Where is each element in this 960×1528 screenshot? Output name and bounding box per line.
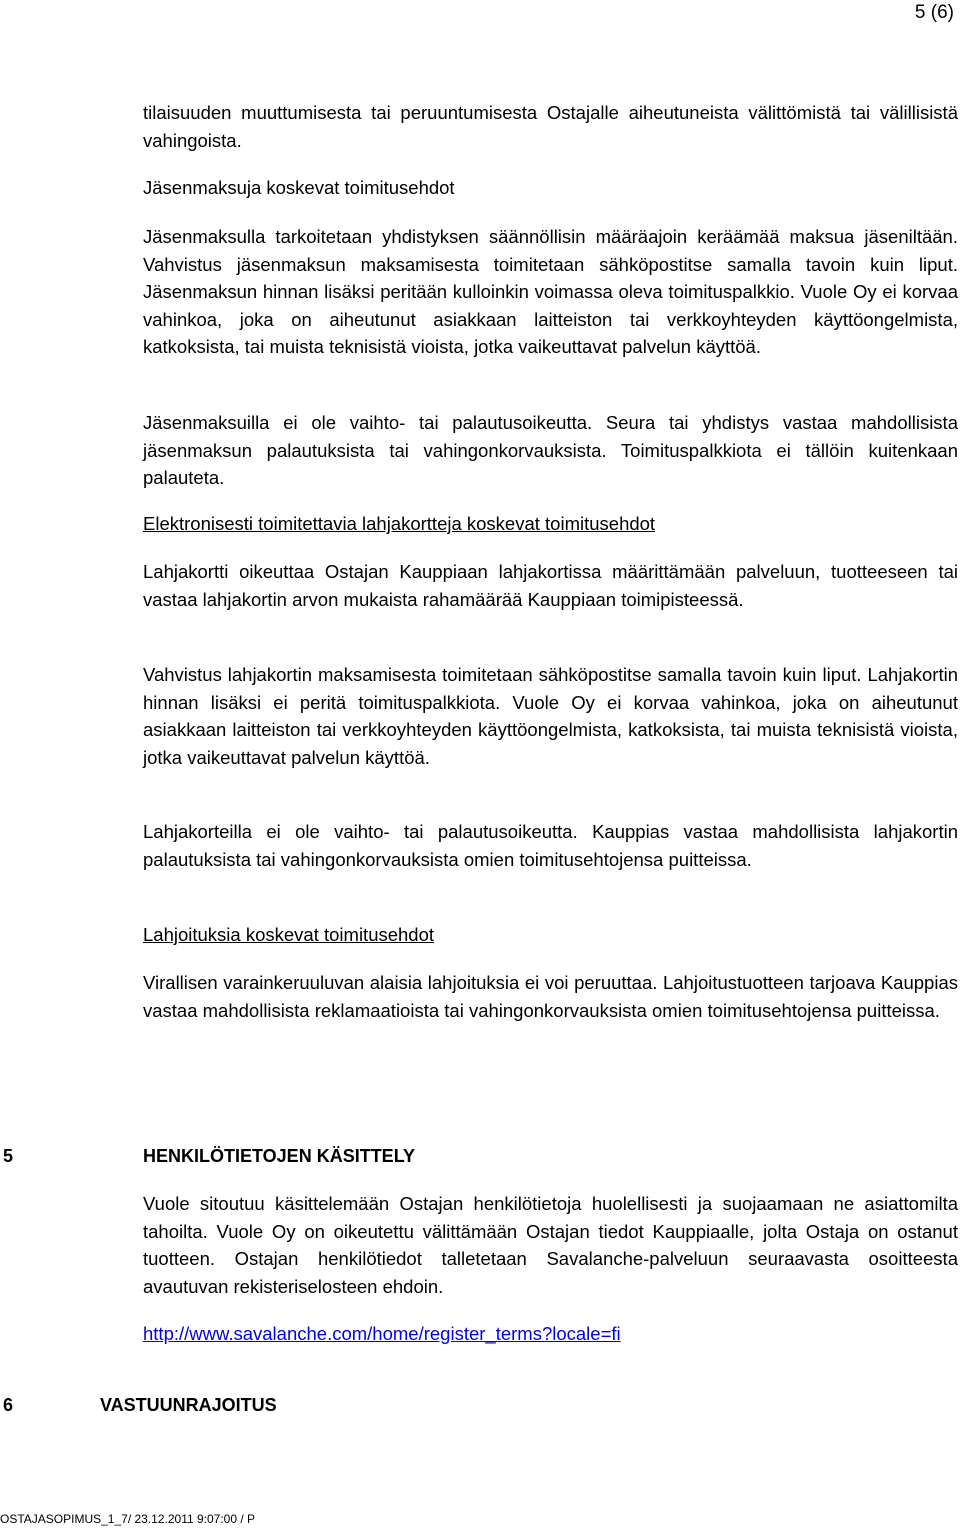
register-terms-link[interactable]: http://www.savalanche.com/home/register_terms?locale=fi (143, 1323, 621, 1344)
paragraph-gift-card-refunds: Lahjakorteilla ei ole vaihto- tai palautusoikeutta. Kauppias vastaa mahdollisista lahjakortin palautuksista tai vahingonkorvauksista omien toimitusehtojensa puitteissa. (143, 821, 958, 870)
paragraph-membership-fees: Jäsenmaksulla tarkoitetaan yhdistyksen säännöllisin määräajoin keräämää maksua jäseniltään. Vahvistus jäsenmaksun maksamisesta toimitetaan sähköpostitse samalla tavoin kuin liput. Jäsenmaksun hinnan lisäksi peritään kulloinkin voimassa oleva toimituspalkkio. Vuole Oy ei korvaa vahinkoa, joka on aiheutunut asiakkaan laitteiston tai verkkoyhteyden käyttöongelmista, katkoksista, tai muista teknisistä vioista, jotka vaikeuttavat palvelun käyttöä. (143, 226, 958, 357)
paragraph-gift-cards: Lahjakortti oikeuttaa Ostajan Kauppiaan lahjakortissa määrittämään palveluun, tuotteeseen tai vastaa lahjakortin arvon mukaista rahamäärää Kauppiaan toimipisteessä. (143, 561, 958, 610)
document-footer: OSTAJASOPIMUS_1_7/ 23.12.2011 9:07:00 / P (0, 1512, 256, 1526)
paragraph-donations: Virallisen varainkeruuluvan alaisia lahjoituksia ei voi peruuttaa. Lahjoitustuotteen tarjoava Kauppias vastaa mahdollisista reklamaatioista tai vahingonkorvauksista omien toimitusehtojensa puitteissa. (143, 972, 958, 1021)
section-5-number: 5 (3, 1146, 14, 1166)
heading-donations: Lahjoituksia koskevat toimitusehdot (143, 924, 435, 945)
section-6-title: VASTUUNRAJOITUS (100, 1395, 277, 1415)
paragraph-membership-refunds: Jäsenmaksuilla ei ole vaihto- tai palautusoikeutta. Seura tai yhdistys vastaa mahdollisista jäsenmaksun palautuksista tai vahingonkorvauksista. Toimituspalkkiota ei tällöin kuitenkaan palauteta. (143, 412, 958, 488)
heading-membership-fees: Jäsenmaksuja koskevat toimitusehdot (143, 177, 455, 198)
paragraph-gift-card-confirmation: Vahvistus lahjakortin maksamisesta toimitetaan sähköpostitse samalla tavoin kuin liput. Lahjakortin hinnan lisäksi ei peritä toimituspalkkiota. Vuole Oy ei korvaa vahinkoa, joka on aiheutunut asiakkaan laitteiston tai verkkoyhteyden käyttöongelmista, katkoksista, tai muista teknisistä vioista, jotka vaikeuttavat palvelun käyttöä. (143, 664, 958, 768)
page-number: 5 (6) (914, 2, 954, 23)
paragraph-damages-continued: tilaisuuden muuttumisesta tai peruuntumisesta Ostajalle aiheutuneista välittömistä tai välillisistä vahingoista. (143, 102, 958, 151)
section-6-number: 6 (3, 1395, 14, 1415)
heading-gift-cards: Elektronisesti toimitettavia lahjakortteja koskevat toimitusehdot (143, 513, 656, 534)
paragraph-personal-data: Vuole sitoutuu käsittelemään Ostajan henkilötietoja huolellisesti ja suojaamaan ne asiattomilta tahoilta. Vuole Oy on oikeutettu välittämään Ostajan tiedot Kauppiaalle, jolta Ostaja on ostanut tuotteen. Ostajan henkilötiedot talletetaan Savalanche-palveluun seuraavasta osoitteesta avautuvan rekisteriselosteen ehdoin. (143, 1193, 958, 1297)
section-5-title: HENKILÖTIETOJEN KÄSITTELY (143, 1146, 416, 1166)
